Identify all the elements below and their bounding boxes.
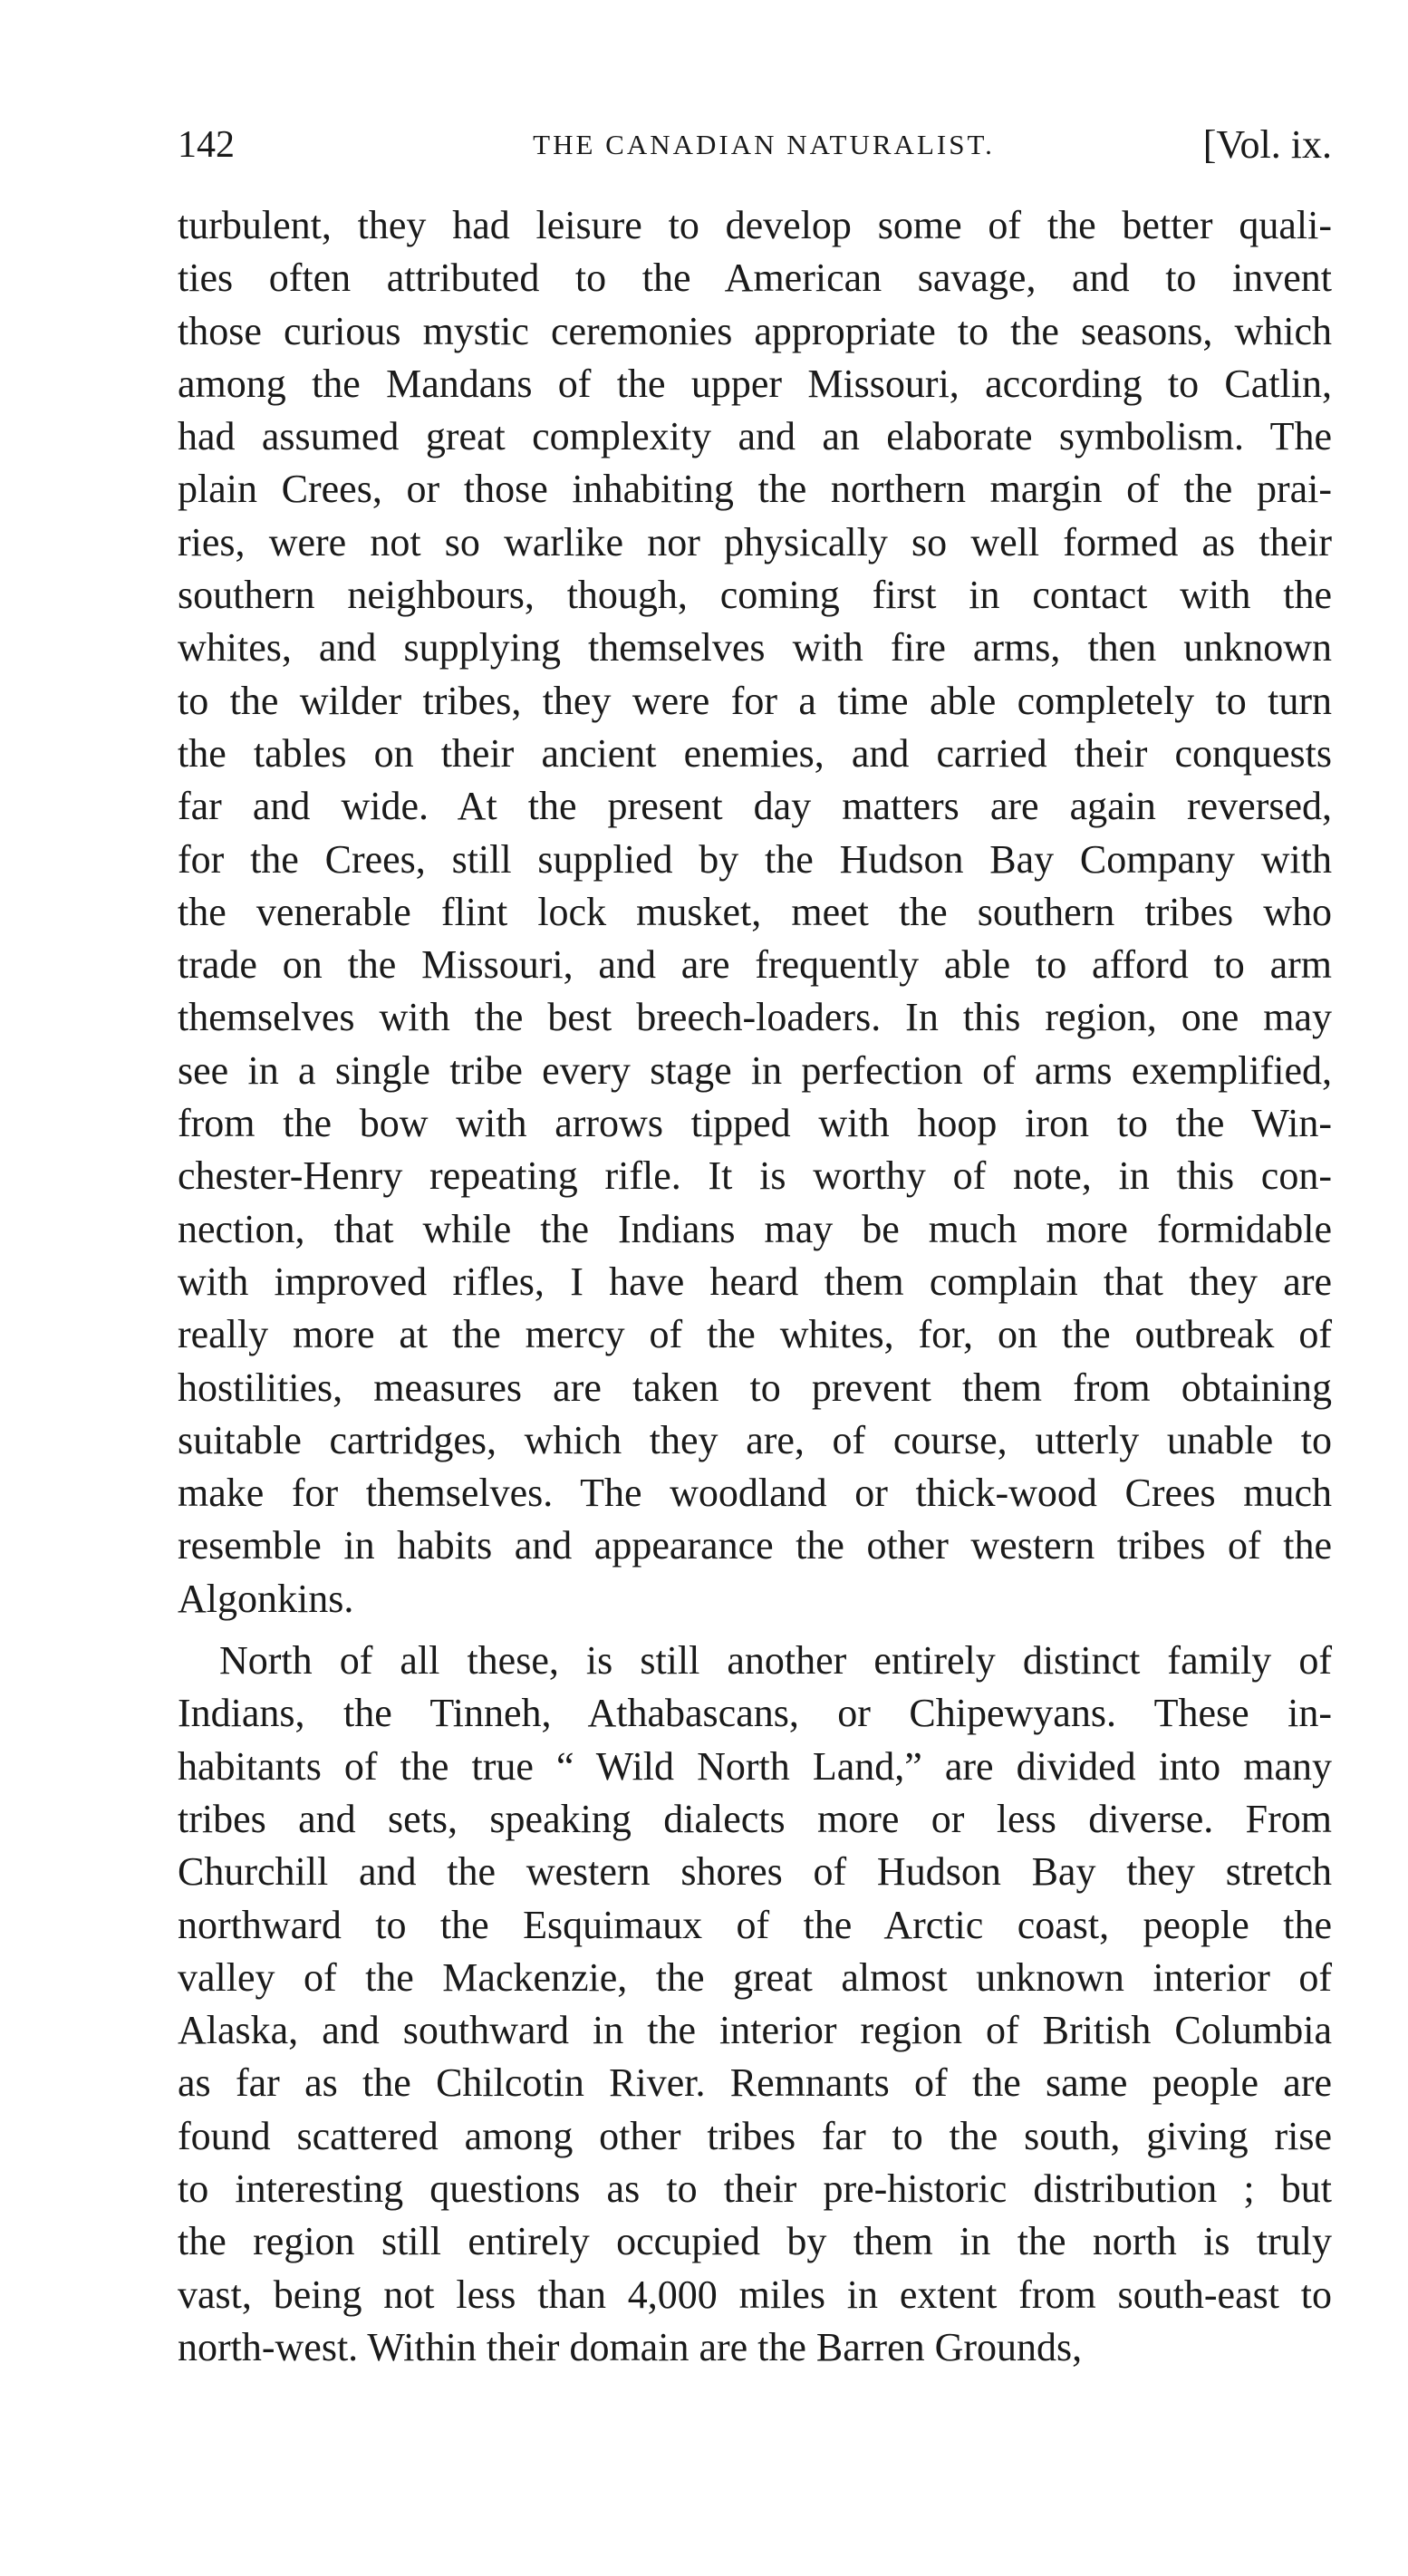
text-line: chester-Henry repeating rifle. It is worthy of note, in this con- [178, 1153, 1332, 1199]
text-line: tribes and sets, speaking dialects more or less diverse. From [178, 1796, 1332, 1841]
text-line: vast, being not less than 4,000 miles in extent from south-east to [178, 2272, 1332, 2317]
page-number: 142 [178, 124, 235, 166]
text-line: with improved rifles, I have heard them complain that they are [178, 1259, 1332, 1304]
body-text [178, 199, 1332, 2374]
text-line: to interesting questions as to their pre-historic distribution ; but [178, 2166, 1332, 2211]
volume-label: [Vol. ix. [1202, 122, 1332, 167]
text-line: whites, and supplying themselves with fire arms, then unknown [178, 625, 1332, 671]
paragraph [178, 1635, 1332, 2374]
journal-title: THE CANADIAN NATURALIST. [533, 129, 995, 160]
text-line: from the bow with arrows tipped with hoop iron to the Win- [178, 1101, 1332, 1146]
text-line: themselves with the best breech-loaders. In this region, one may [178, 995, 1332, 1040]
text-line: valley of the Mackenzie, the great almost unknown interior of [178, 1954, 1332, 2000]
text-line: plain Crees, or those inhabiting the northern margin of the prai- [178, 467, 1332, 512]
text-line: for the Crees, still supplied by the Hudson Bay Company with [178, 836, 1332, 882]
text-line: to the wilder tribes, they were for a time able completely to turn [178, 678, 1332, 723]
text-line: had assumed great complexity and an elaborate symbolism. The [178, 414, 1332, 459]
text-line: trade on the Missouri, and are frequently able to afford to arm [178, 942, 1332, 988]
text-line: ries, were not so warlike nor physically so well formed as their [178, 519, 1332, 564]
text-line: really more at the mercy of the whites, for, on the outbreak of [178, 1312, 1332, 1357]
text-line: northward to the Esquimaux of the Arctic coast, people the [178, 1902, 1332, 1947]
text-line: the tables on their ancient enemies, and carried their conquests [178, 730, 1332, 776]
text-line: as far as the Chilcotin River. Remnants of the same people are [178, 2060, 1332, 2106]
text-line: turbulent, they had leisure to develop some of the better quali- [178, 203, 1332, 247]
text-line: North of all these, is still another entirely distinct family of [219, 1638, 1332, 1684]
text-line: Indians, the Tinneh, Athabascans, or Chipewyans. These in- [178, 1691, 1332, 1736]
text-line: resemble in habits and appearance the other western tribes of the [178, 1523, 1332, 1568]
text-line: hostilities, measures are taken to prevent them from obtaining [178, 1365, 1332, 1410]
text-line: ties often attributed to the American savage, and to invent [178, 256, 1332, 301]
text-line: north-west. Within their domain are the Barren Grounds, [178, 2324, 1083, 2369]
text-line: the venerable flint lock musket, meet the southern tribes who [178, 889, 1332, 934]
text-line: far and wide. At the present day matters are again reversed, [178, 784, 1332, 829]
text-line: those curious mystic ceremonies appropriate to the seasons, which [178, 308, 1332, 353]
paragraph [178, 199, 1332, 1626]
text-line: found scattered among other tribes far to the south, giving rise [178, 2113, 1332, 2158]
text-line: see in a single tribe every stage in perfection of arms exemplified, [178, 1047, 1332, 1093]
text-line: Algonkins. [178, 1576, 354, 1621]
text-line: Alaska, and southward in the interior region of British Columbia [178, 2008, 1332, 2053]
text-line: suitable cartridges, which they are, of course, utterly unable to [178, 1417, 1332, 1462]
text-line: the region still entirely occupied by them in the north is truly [178, 2219, 1332, 2264]
text-line: among the Mandans of the upper Missouri, according to Catlin, [178, 361, 1332, 406]
text-line: habitants of the true “ Wild North Land,” are divided into many [178, 1743, 1332, 1789]
text-line: make for themselves. The woodland or thick-wood Crees much [178, 1471, 1332, 1516]
text-line: nection, that while the Indians may be much more formidable [178, 1206, 1332, 1251]
running-head [178, 118, 1332, 172]
text-line: southern neighbours, though, coming first in contact with the [178, 573, 1332, 618]
text-line: Churchill and the western shores of Hudson Bay they stretch [178, 1849, 1332, 1895]
